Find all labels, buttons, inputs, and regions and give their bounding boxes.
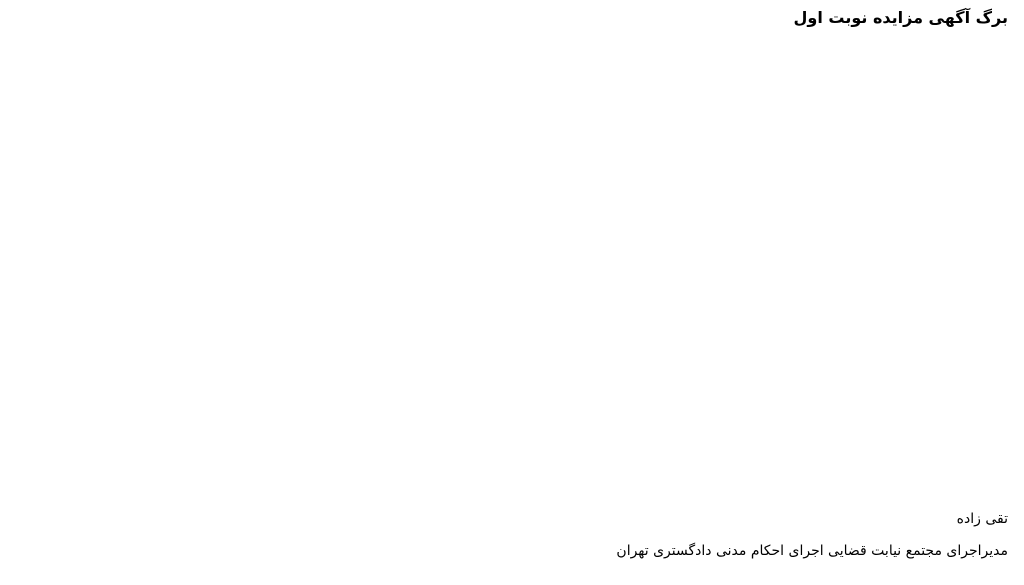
signer-name: تقی زاده bbox=[956, 511, 1008, 527]
notice-title: برگ آگهی مزایده نوبت اول bbox=[793, 8, 1008, 27]
notice-body bbox=[16, 37, 1008, 507]
signer-office: مدیراجرای مجتمع نیابت قضایی اجرای احکام مدنی دادگستری تهران bbox=[616, 543, 1008, 559]
